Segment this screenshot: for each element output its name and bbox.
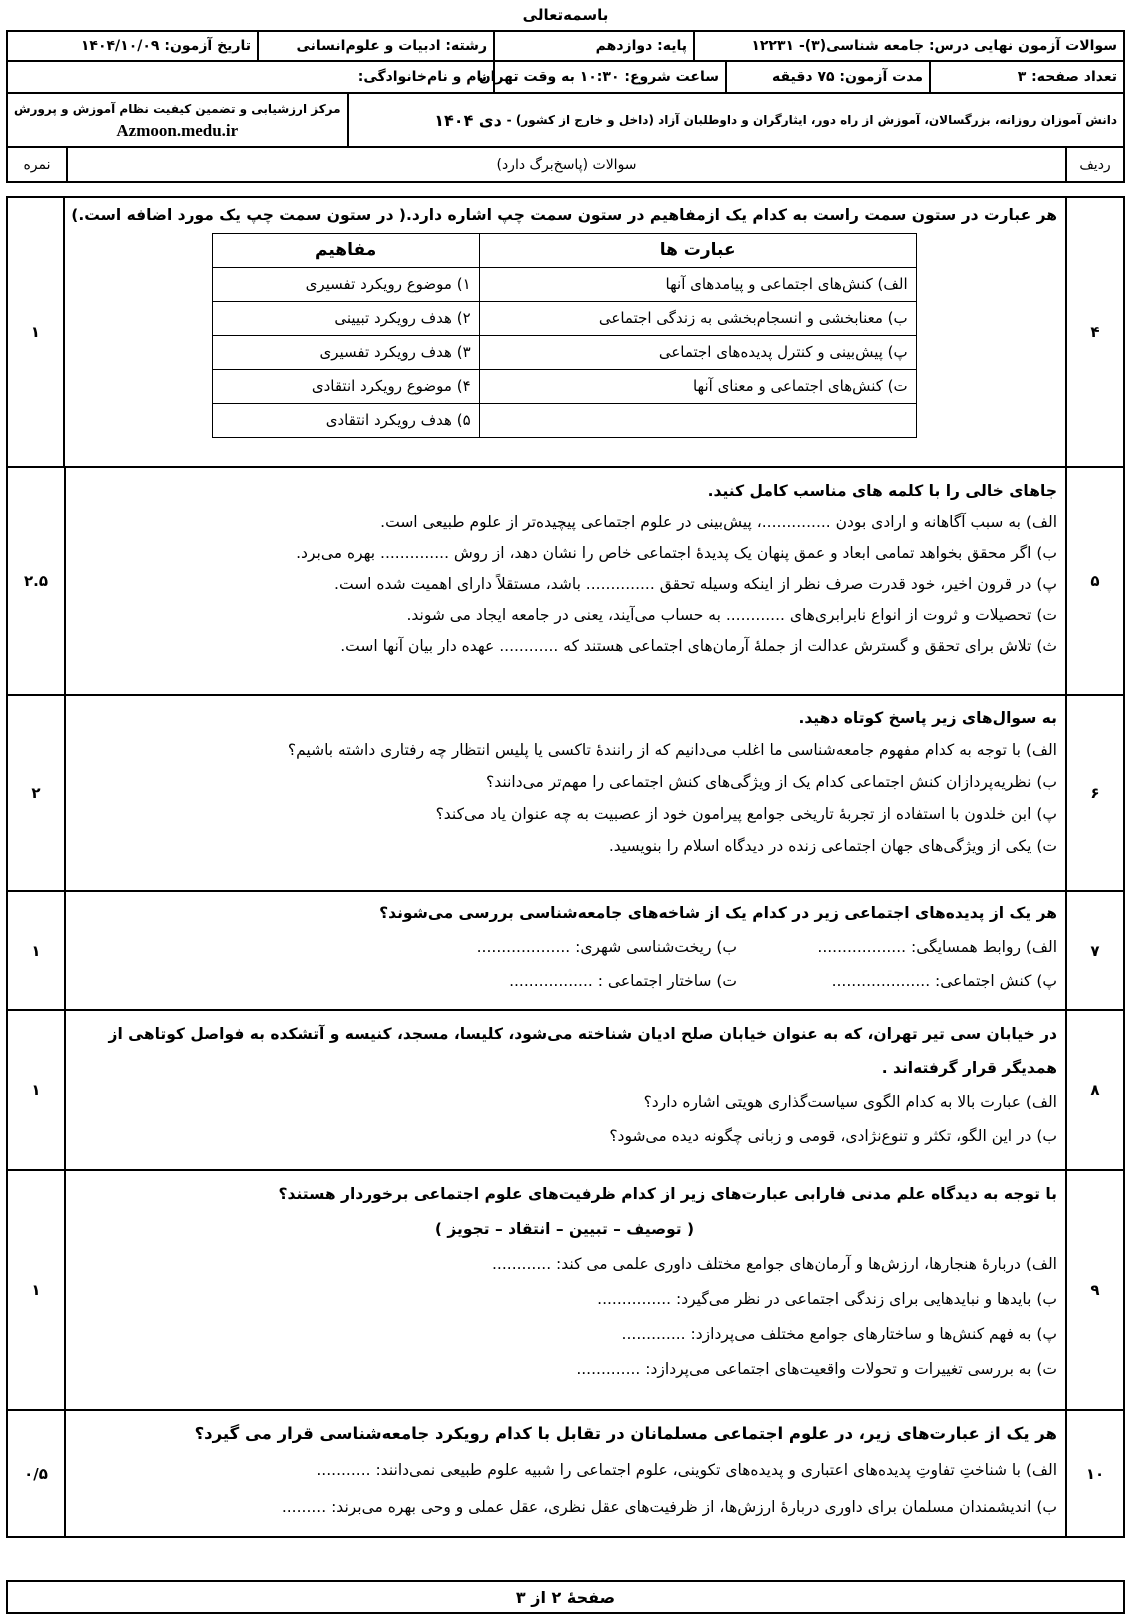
question-row bbox=[8, 1411, 1123, 1536]
question-number: ۵ bbox=[1065, 468, 1123, 694]
question-item: ب) در این الگو، تکثر و تنوع‌نژادی، قومی و زبانی چگونه دیده می‌شود؟ bbox=[609, 1127, 1057, 1145]
question-score: ۱ bbox=[8, 1171, 66, 1409]
question-number: ۱۰ bbox=[1065, 1411, 1123, 1536]
answer-pair-row bbox=[72, 930, 1057, 964]
question-item: الف) عبارت بالا به کدام الگوی سیاست‌گذاری هویتی اشاره دارد؟ bbox=[643, 1093, 1057, 1111]
page-number-footer: صفحۀ ۲ از ۳ bbox=[6, 1580, 1125, 1614]
question-row bbox=[8, 468, 1123, 696]
question-score: ۱ bbox=[7, 198, 65, 466]
question-row bbox=[8, 1171, 1123, 1411]
exam-month: دی ۱۴۰۴ bbox=[434, 110, 502, 130]
matching-concept: ۱) موضوع رویکرد تفسیری bbox=[212, 268, 479, 302]
question-number: ۷ bbox=[1065, 892, 1123, 1009]
matching-row bbox=[212, 302, 916, 336]
question-item: ب) اگر محقق بخواهد تمامی ابعاد و عمق پنهان یک پدیدۀ اجتماعی خاص را نشان دهد، از روش .............. بهره می‌برد. bbox=[296, 544, 1057, 562]
answer-blank: ت) ساختار اجتماعی : ................. bbox=[509, 972, 737, 990]
score-column-header: نمره bbox=[23, 156, 51, 173]
matching-concept: ۲) هدف رویکرد تبیینی bbox=[212, 302, 479, 336]
question-title: هر یک از عبارت‌های زیر، در علوم اجتماعی مسلمانان در تقابل با کدام رویکرد جامعه‌شناسی قرار می گیرد؟ bbox=[194, 1424, 1057, 1443]
matching-statement: الف) کنش‌های اجتماعی و پیامدهای آنها bbox=[479, 268, 916, 302]
question-item: الف) با توجه به کدام مفهوم جامعه‌شناسی ما اغلب می‌دانیم که از رانندۀ تاکسی یا پلیس انتظار چه رفتاری داشته باشیم؟ bbox=[287, 741, 1057, 759]
header-row-1 bbox=[8, 32, 1123, 62]
header-row-2 bbox=[8, 62, 1123, 94]
question-body bbox=[66, 1011, 1065, 1169]
question-title: جاهای خالی را با کلمه های مناسب کامل کنید. bbox=[707, 482, 1057, 500]
exam-date: تاریخ آزمون: ۱۴۰۴/۱۰/۰۹ bbox=[80, 38, 251, 54]
answer-pair-row bbox=[72, 964, 1057, 998]
center-website: Azmoon.medu.ir bbox=[116, 121, 239, 140]
question-item: ب) نظریه‌پردازان کنش اجتماعی کدام یک از ویژگی‌های کنش اجتماعی را مهم‌تر می‌دانند؟ bbox=[486, 773, 1057, 791]
question-score: ۲.۵ bbox=[8, 468, 66, 694]
questions-table bbox=[6, 196, 1125, 1538]
question-item: پ) به فهم کنش‌ها و ساختارهای جوامع مختلف می‌پردازد: ............. bbox=[621, 1325, 1057, 1343]
center-name: مرکز ارزشیابی و تضمین کیفیت نظام آموزش و پرورش bbox=[14, 102, 341, 116]
matching-concept: ۳) هدف رویکرد تفسیری bbox=[212, 336, 479, 370]
student-groups bbox=[347, 94, 1123, 146]
matching-statement bbox=[479, 404, 916, 438]
question-title: به سوال‌های زیر پاسخ کوتاه دهید. bbox=[798, 709, 1057, 727]
question-item: ث) تلاش برای تحقق و گسترش عدالت از جملۀ آرمان‌های اجتماعی هستند که ............ عهده دار بیان آنها است. bbox=[340, 637, 1057, 655]
matching-header-concepts: مفاهیم bbox=[212, 234, 479, 268]
answer-blank: ب) ریخت‌شناسی شهری: ................... bbox=[476, 938, 737, 956]
question-number: ۴ bbox=[1065, 198, 1123, 466]
question-item: ب) بایدها و نبایدهایی برای زندگی اجتماعی در نظر می‌گیرد: ............... bbox=[597, 1290, 1057, 1308]
evaluation-center bbox=[8, 94, 347, 146]
question-title: با توجه به دیدگاه علم مدنی فارابی عبارت‌های زیر از کدام ظرفیت‌های علوم اجتماعی برخوردار هستند؟ bbox=[278, 1185, 1057, 1203]
question-item: الف) با شناختِ تفاوتِ پدیده‌های اعتباری و پدیده‌های تکوینی، علوم اجتماعی را شبیه علوم طبیعی نمی‌دانند: ........... bbox=[316, 1461, 1057, 1479]
question-title: در خیابان سی تیر تهران، که به عنوان خیابان صلح ادیان شناخته می‌شود، کلیسا، مسجد، کنیسه و آتشکده به فواصل کوتاهی از bbox=[108, 1025, 1057, 1043]
question-score: ۱ bbox=[8, 892, 66, 1009]
matching-row bbox=[212, 370, 916, 404]
matching-concept: ۴) موضوع رویکرد انتقادی bbox=[212, 370, 479, 404]
question-body bbox=[66, 696, 1065, 890]
question-title: هر عبارت در ستون سمت راست به کدام یک ازمفاهیم در ستون سمت چپ اشاره دارد.( در ستون سمت چپ یک مورد اضافه است.) bbox=[71, 206, 1057, 224]
answer-blank: پ) کنش اجتماعی: .................... bbox=[831, 972, 1057, 990]
question-number: ۸ bbox=[1065, 1011, 1123, 1169]
question-row bbox=[8, 198, 1123, 468]
question-score: ۱ bbox=[8, 1011, 66, 1169]
question-item: ب) اندیشمندان مسلمان برای داوری دربارۀ ارزش‌ها، از ظرفیت‌های عقل نظری، عقل عملی و وحی بهره می‌برند: ......... bbox=[281, 1498, 1057, 1516]
question-number: ۹ bbox=[1065, 1171, 1123, 1409]
question-title-continued: همدیگر قرار گرفته‌اند . bbox=[881, 1059, 1057, 1077]
matching-row bbox=[212, 268, 916, 302]
options-list: ( توصیف – تبیین – انتقاد – تجویز ) bbox=[434, 1220, 695, 1238]
page-count: تعداد صفحه: ۳ bbox=[929, 62, 1123, 92]
question-item: الف) دربارۀ هنجارها، ارزش‌ها و آرمان‌های جوامع مختلف داوری علمی می کند: ............ bbox=[492, 1255, 1057, 1273]
question-body bbox=[66, 468, 1065, 694]
matching-table bbox=[212, 233, 917, 438]
bismillah-heading: باسمه‌تعالی bbox=[522, 6, 609, 24]
header-row-4 bbox=[8, 148, 1123, 181]
question-row bbox=[8, 696, 1123, 892]
matching-row bbox=[212, 404, 916, 438]
row-column-header: ردیف bbox=[1065, 148, 1123, 181]
question-score: ۰/۵ bbox=[8, 1411, 66, 1536]
start-time bbox=[478, 62, 725, 92]
question-body bbox=[65, 198, 1065, 466]
question-item: الف) به سبب آگاهانه و ارادی بودن ..............، پیش‌بینی در علوم اجتماعی پیچیده‌تر از علوم طبیعی است. bbox=[380, 513, 1057, 531]
start-time-label: ساعت شروع: bbox=[624, 69, 719, 85]
matching-statement: پ) پیش‌بینی و کنترل پدیده‌های اجتماعی bbox=[479, 336, 916, 370]
question-number: ۶ bbox=[1065, 696, 1123, 890]
matching-statement: ت) کنش‌های اجتماعی و معنای آنها bbox=[479, 370, 916, 404]
student-groups-text: دانش آموزان روزانه، بزرگسالان، آموزش از راه دور، ایثارگران و داوطلبان آزاد (داخل و خارج از کشور) - bbox=[506, 113, 1117, 127]
question-item: ت) تحصیلات و ثروت از انواع نابرابری‌های ............ به حساب می‌آیند، یعنی در جامعه ایجاد می شوند. bbox=[406, 606, 1057, 624]
exam-duration: مدت آزمون: ۷۵ دقیقه bbox=[725, 62, 929, 92]
start-time-value: ۱۰:۳۰ به وقت تهران bbox=[478, 69, 620, 85]
questions-column-header: سوالات (پاسخ‌برگ دارد) bbox=[66, 148, 1065, 181]
question-title: هر یک از پدیده‌های اجتماعی زیر در کدام یک از شاخه‌های جامعه‌شناسی بررسی می‌شوند؟ bbox=[379, 904, 1057, 922]
question-item: پ) ابن خلدون با استفاده از تجربۀ تاریخی جوامع پیرامون خود از عصبیت به چه عنوان یاد می‌کند؟ bbox=[435, 805, 1057, 823]
question-score: ۲ bbox=[8, 696, 66, 890]
matching-header-statements: عبارت ها bbox=[479, 234, 916, 268]
exam-header bbox=[6, 30, 1125, 183]
question-row bbox=[8, 892, 1123, 1011]
course-title: سوالات آزمون نهایی درس: جامعه شناسی(۳)- ۱۲۲۳۱ bbox=[693, 32, 1123, 60]
student-name-field: نام و نام‌خانوادگی: bbox=[357, 69, 487, 85]
grade-label: پایه: دوازدهم bbox=[493, 32, 693, 60]
answer-blank: الف) روابط همسایگی: .................. bbox=[817, 938, 1057, 956]
question-item: ت) به بررسی تغییرات و تحولات واقعیت‌های اجتماعی می‌پردازد: ............. bbox=[576, 1360, 1057, 1378]
question-body bbox=[66, 1411, 1065, 1536]
question-item: پ) در قرون اخیر، خود قدرت صرف نظر از اینکه وسیله تحقق .............. باشد، مستقلاً دارای اهمیت شده است. bbox=[334, 575, 1057, 593]
matching-statement: ب) معنابخشی و انسجام‌بخشی به زندگی اجتماعی bbox=[479, 302, 916, 336]
question-row bbox=[8, 1011, 1123, 1171]
field-label: رشته: ادبیات و علوم‌انسانی bbox=[257, 32, 493, 60]
matching-concept: ۵) هدف رویکرد انتقادی bbox=[212, 404, 479, 438]
question-item: ت) یکی از ویژگی‌های جهان اجتماعی زنده در دیدگاه اسلام را بنویسید. bbox=[608, 837, 1057, 855]
header-row-3 bbox=[8, 94, 1123, 148]
matching-row bbox=[212, 336, 916, 370]
question-body bbox=[66, 892, 1065, 1009]
question-body bbox=[66, 1171, 1065, 1409]
